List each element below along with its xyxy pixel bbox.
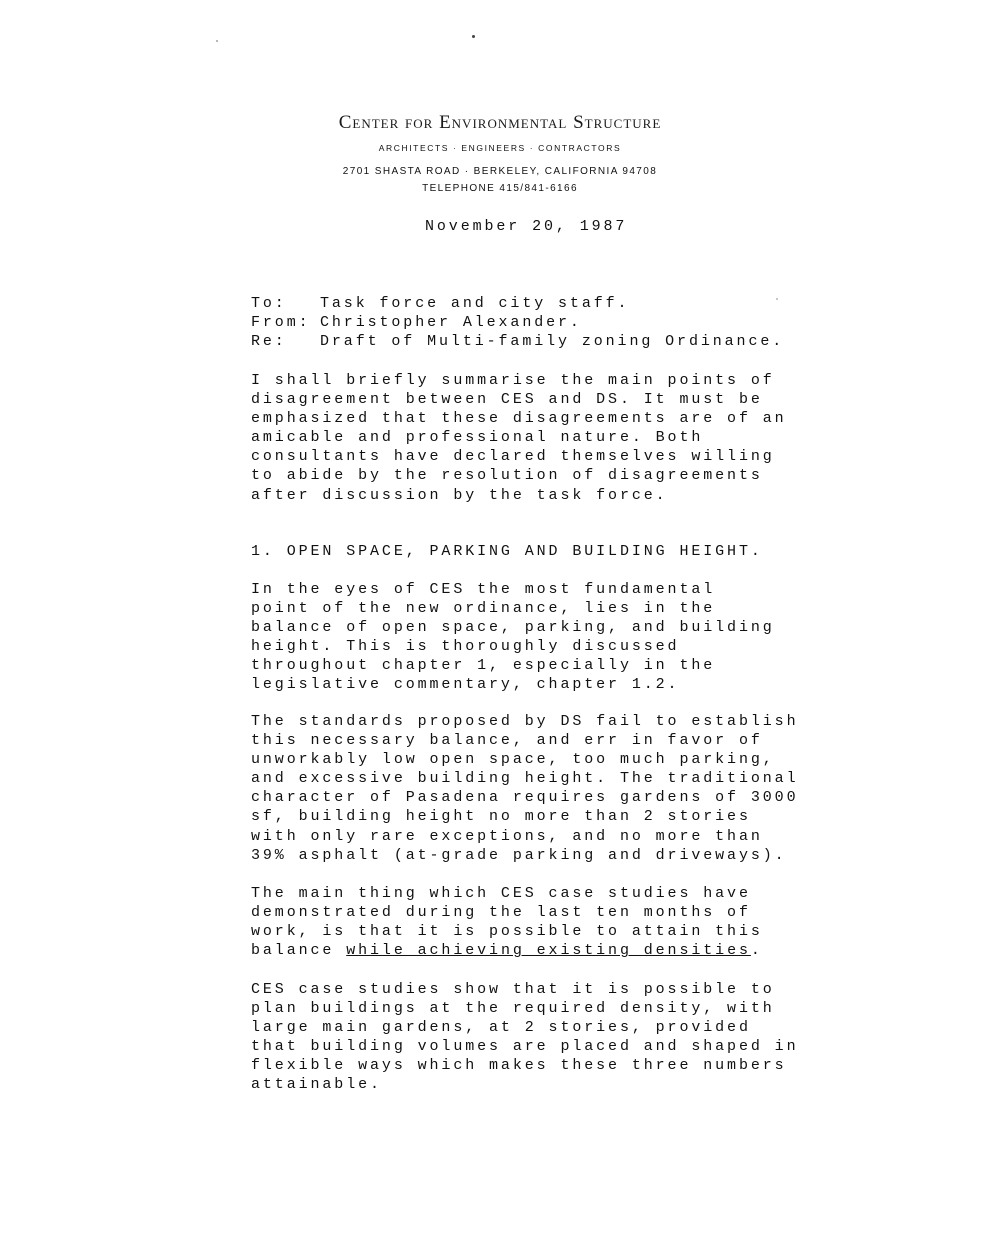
- organization-telephone: TELEPHONE 415/841-6166: [422, 183, 578, 194]
- paragraph-line: height. This is thoroughly discussed: [251, 638, 680, 656]
- section-heading: 1. OPEN SPACE, PARKING AND BUILDING HEIGHT.: [251, 543, 763, 560]
- paragraph-line: and excessive building height. The traditional: [251, 770, 799, 788]
- line-suffix: .: [750, 942, 763, 960]
- letter-date: November 20, 1987: [425, 218, 628, 235]
- organization-name: Center for Environmental Structure: [338, 112, 662, 133]
- paragraph-line: emphasized that these disagreements are of an: [251, 410, 787, 428]
- paragraph-line: The main thing which CES case studies have: [251, 885, 751, 902]
- line-prefix: balance: [251, 942, 347, 960]
- memo-to-label: To:: [251, 295, 287, 312]
- paragraph-line: with only rare exceptions, and no more than: [251, 827, 763, 845]
- paragraph-line: balance of open space, parking, and building: [251, 619, 775, 637]
- letterhead: [0, 112, 1000, 194]
- paragraph-line: The standards proposed by DS fail to establish: [251, 713, 799, 730]
- intro-paragraph: [251, 371, 811, 505]
- paragraph-line: plan buildings at the required density, with: [251, 1000, 775, 1018]
- paragraph-line: sf, building height no more than 2 stories: [251, 808, 751, 826]
- paragraph-standards: [251, 712, 811, 865]
- organization-address: 2701 SHASTA ROAD · BERKELEY, CALIFORNIA 94708: [342, 166, 658, 177]
- organization-subtitle: ARCHITECTS · ENGINEERS · CONTRACTORS: [378, 143, 622, 153]
- paragraph-line: consultants have declared themselves willing: [251, 448, 775, 466]
- paragraph-line: work, is that it is possible to attain this: [251, 923, 763, 941]
- underlined-phrase: while achieving existing densities: [346, 942, 751, 960]
- paragraph-line: attainable.: [251, 1076, 382, 1094]
- paragraph-line: throughout chapter 1, especially in the: [251, 657, 716, 675]
- paragraph-line: to abide by the resolution of disagreements: [251, 467, 763, 485]
- paragraph-line: after discussion by the task force.: [251, 486, 668, 504]
- paragraph-conclusion: [251, 980, 811, 1095]
- paragraph-line: that building volumes are placed and shaped in: [251, 1038, 799, 1056]
- paragraph-line: flexible ways which makes these three numbers: [251, 1057, 787, 1075]
- paragraph-line: amicable and professional nature. Both: [251, 429, 704, 447]
- memo-to-value: Task force and city staff.: [320, 295, 630, 312]
- paragraph-line: [251, 941, 811, 960]
- paragraph-case-studies: [251, 884, 811, 960]
- memo-from-label: From:: [251, 314, 311, 332]
- paragraph-balance: [251, 580, 811, 695]
- paragraph-line: point of the new ordinance, lies in the: [251, 600, 716, 618]
- memo-re-value: Draft of Multi-family zoning Ordinance.: [320, 333, 785, 351]
- memo-to-row: [251, 294, 784, 313]
- memo-from-value: Christopher Alexander.: [320, 314, 582, 332]
- paragraph-line: I shall briefly summarise the main points of: [251, 372, 775, 389]
- scan-speck: [216, 40, 218, 42]
- paragraph-line: large main gardens, at 2 stories, provided: [251, 1019, 751, 1037]
- paragraph-line: CES case studies show that it is possible to: [251, 981, 775, 998]
- paragraph-line: demonstrated during the last ten months of: [251, 904, 751, 922]
- paragraph-line: 39% asphalt (at-grade parking and driveways).: [251, 846, 787, 864]
- paragraph-line: character of Pasadena requires gardens of 3000: [251, 789, 799, 807]
- memo-re-row: [251, 332, 784, 351]
- paragraph-line: legislative commentary, chapter 1.2.: [251, 676, 680, 694]
- paragraph-line: unworkably low open space, too much parking,: [251, 751, 775, 769]
- scan-speck: [472, 35, 475, 38]
- memo-re-label: Re:: [251, 333, 287, 351]
- paragraph-line: disagreement between CES and DS. It must be: [251, 391, 763, 409]
- paragraph-line: this necessary balance, and err in favor of: [251, 732, 763, 750]
- memo-header: [251, 294, 784, 352]
- memo-from-row: [251, 313, 784, 332]
- paragraph-line: In the eyes of CES the most fundamental: [251, 581, 716, 598]
